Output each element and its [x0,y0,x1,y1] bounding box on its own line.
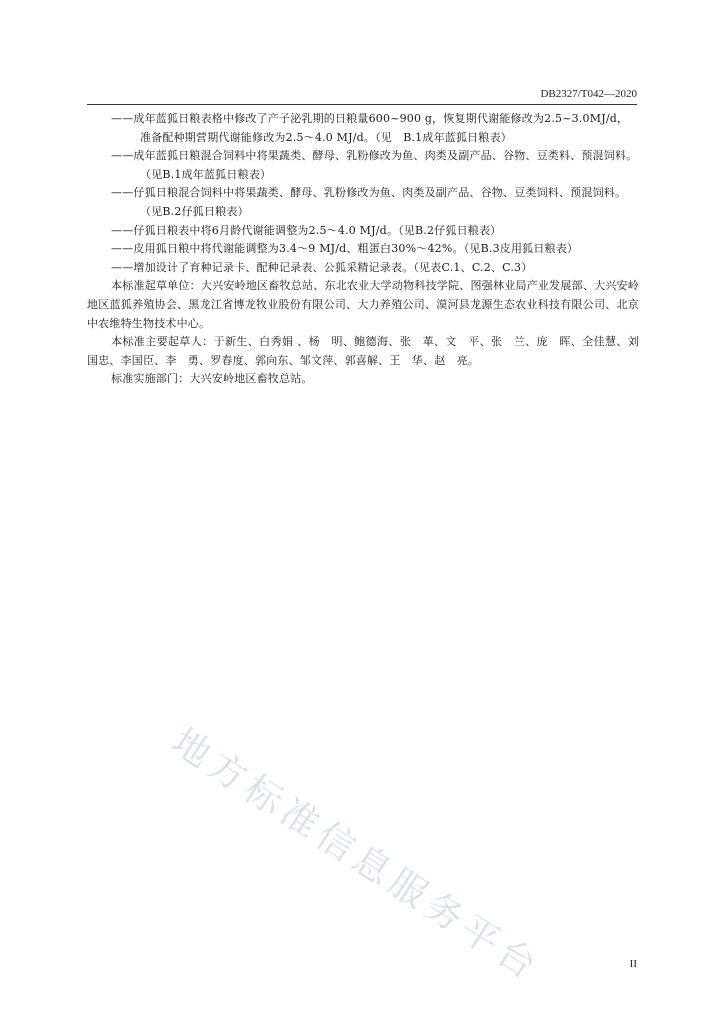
page-number: II [629,958,637,970]
implementing-dept-paragraph: 标准实施部门：大兴安岭地区畜牧总站。 [111,372,313,386]
document-code: DB2327/T042—2020 [540,88,637,100]
change-item-1: ——成年蓝狐日粮表格中修改了产子泌乳期的日粮量600~900 g，恢复期代谢能修改为2.5~3.0MJ/d，准备配种期营期代谢能修改为2.5～4.0 MJ/d。（见 B.1成年蓝狐日粮表） [111,112,629,144]
header-rule [87,104,637,105]
drafting-units-paragraph: 本标准起草单位：大兴安岭地区畜牧总站、东北农业大学动物科技学院、图强林业局产业发展部、大兴安岭地区蓝狐养殖协会、黑龙江省博龙牧业股份有限公司、大力养殖公司、漠河县龙源生态农业科技有限公司、北京中农维特生物技术中心。 [87,279,639,330]
change-item-6: ——增加设计了育种记录卡、配种记录表、公狐采精记录表。（见表C.1、C.2、C.3） [111,260,533,274]
change-item-5: ——皮用狐日粮中将代谢能调整为3.4～9 MJ/d、粗蛋白30%～42%。（见B.3皮用狐日粮表） [111,242,579,256]
page-body [87,110,639,389]
watermark-text: 地方标准信息服务平台 [164,719,549,991]
change-item-3: ——仔狐日粮混合饲料中将果蔬类、酵母、乳粉修改为鱼、肉类及副产品、谷物、豆类饲料、预混饲料。（见B.2仔狐日粮表） [111,186,627,218]
change-item-2: ——成年蓝狐日粮混合饲料中将果蔬类、酵母、乳粉修改为鱼、肉类及副产品、谷物、豆类料、预混饲料。（见B.1成年蓝狐日粮表） [111,149,638,181]
change-item-4: ——仔狐日粮表中将6月龄代谢能调整为2.5～4.0 MJ/d。（见B.2仔狐日粮表） [111,223,502,237]
drafters-paragraph: 本标准主要起草人：于新生、白秀娟 、杨 明、鲍德海、张 革、文 平、张 兰、庞 晖、全佳慧、刘国忠、李国臣、李 勇、罗春度、郭向东、邹文萍、郭喜解、王 华、赵 亮。 [87,335,639,367]
